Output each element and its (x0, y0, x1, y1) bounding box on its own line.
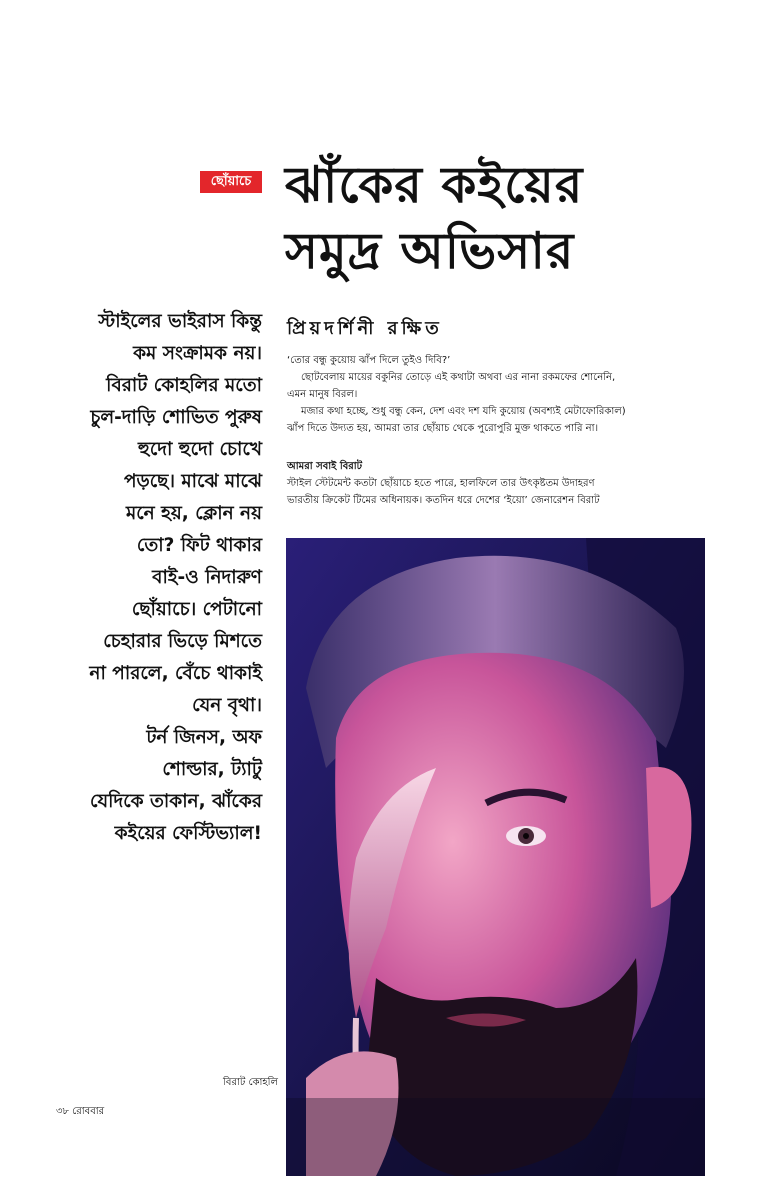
section-tag: ছোঁয়াচে (200, 171, 262, 193)
author-byline: প্রিয়দর্শিনী রক্ষিত (287, 318, 443, 339)
pull-quote-line: টর্ন জিনস, অফ (146, 727, 262, 748)
page-folio: ৩৮ রোববার (56, 1106, 105, 1117)
pull-quote-line: না পারলে, বেঁচে থাকাই (89, 663, 262, 684)
pull-quote-line: কইয়ের ফেস্টিভ্যাল! (114, 823, 262, 844)
pull-quote-line: কম সংক্রামক নয়। (133, 343, 262, 364)
headline-line-1: ঝাঁকের কইয়ের (285, 156, 584, 214)
pull-quote-line: শোল্ডার, ট্যাটু (162, 759, 262, 780)
article-intro (287, 352, 727, 437)
body-line: স্টাইল স্টেটমেন্ট কতটা ছোঁয়াচে হতে পারে, হালফিলে তার উৎকৃষ্টতম উদাহরণ (287, 478, 595, 489)
pull-quote-line: পড়ছে। মাঝে মাঝে (123, 471, 262, 492)
pull-quote-line: যেদিকে তাকান, ঝাঁকের (90, 791, 262, 812)
pull-quote-line: বাই-ও নিদারুণ (152, 567, 262, 588)
body-line: ‘তোর বন্ধু কুয়োয় ঝাঁপ দিলে তুইও দিবি?’ (287, 355, 451, 366)
pull-quote-line: বিরাট কোহলির মতো (106, 375, 262, 396)
pull-quote-line: ছোঁয়াচে। পেটানো (131, 599, 262, 620)
pull-quote (40, 306, 262, 850)
body-line: এমন মানুষ বিরল। (287, 389, 358, 400)
pull-quote-line: যেন বৃথা। (192, 695, 262, 716)
article-section (287, 458, 727, 509)
pull-quote-line: স্টাইলের ভাইরাস কিন্তু (98, 311, 262, 332)
subheading: আমরা সবাই বিরাট (287, 461, 363, 472)
portrait-photo (286, 538, 705, 1176)
photo-caption: বিরাট কোহলি (223, 1077, 278, 1088)
body-line: ঝাঁপ দিতে উদ্যত হয়, আমরা তার ছোঁয়াচ থেকে পুরোপুরি মুক্ত থাকতে পারি না। (287, 423, 599, 434)
body-line: ভারতীয় ক্রিকেট টিমের অধিনায়ক। কতদিন ধরে দেশের ‘ইয়ো’ জেনারেশন বিরাট (287, 495, 600, 506)
body-line: মজার কথা হচ্ছে, শুধু বন্ধু কেন, দেশ এবং দশ যদি কুয়োয় (অবশ্যই মেটাফোরিকাল) (301, 406, 626, 417)
pull-quote-line: চেহারার ভিড়ে মিশতে (103, 631, 262, 652)
pull-quote-line: হুদো হুদো চোখে (138, 439, 262, 460)
body-line: ছোটবেলায় মায়ের বকুনির তোড়ে এই কথাটা অথবা এর নানা রকমফের শোনেনি, (301, 372, 616, 383)
headline (285, 152, 755, 284)
headline-line-2: সমুদ্র অভিসার (285, 222, 575, 280)
pull-quote-line: চুল-দাড়ি শোভিত পুরুষ (90, 407, 262, 428)
pull-quote-line: তো? ফিট থাকার (136, 535, 262, 556)
pull-quote-line: মনে হয়, ক্লোন নয় (125, 503, 262, 524)
